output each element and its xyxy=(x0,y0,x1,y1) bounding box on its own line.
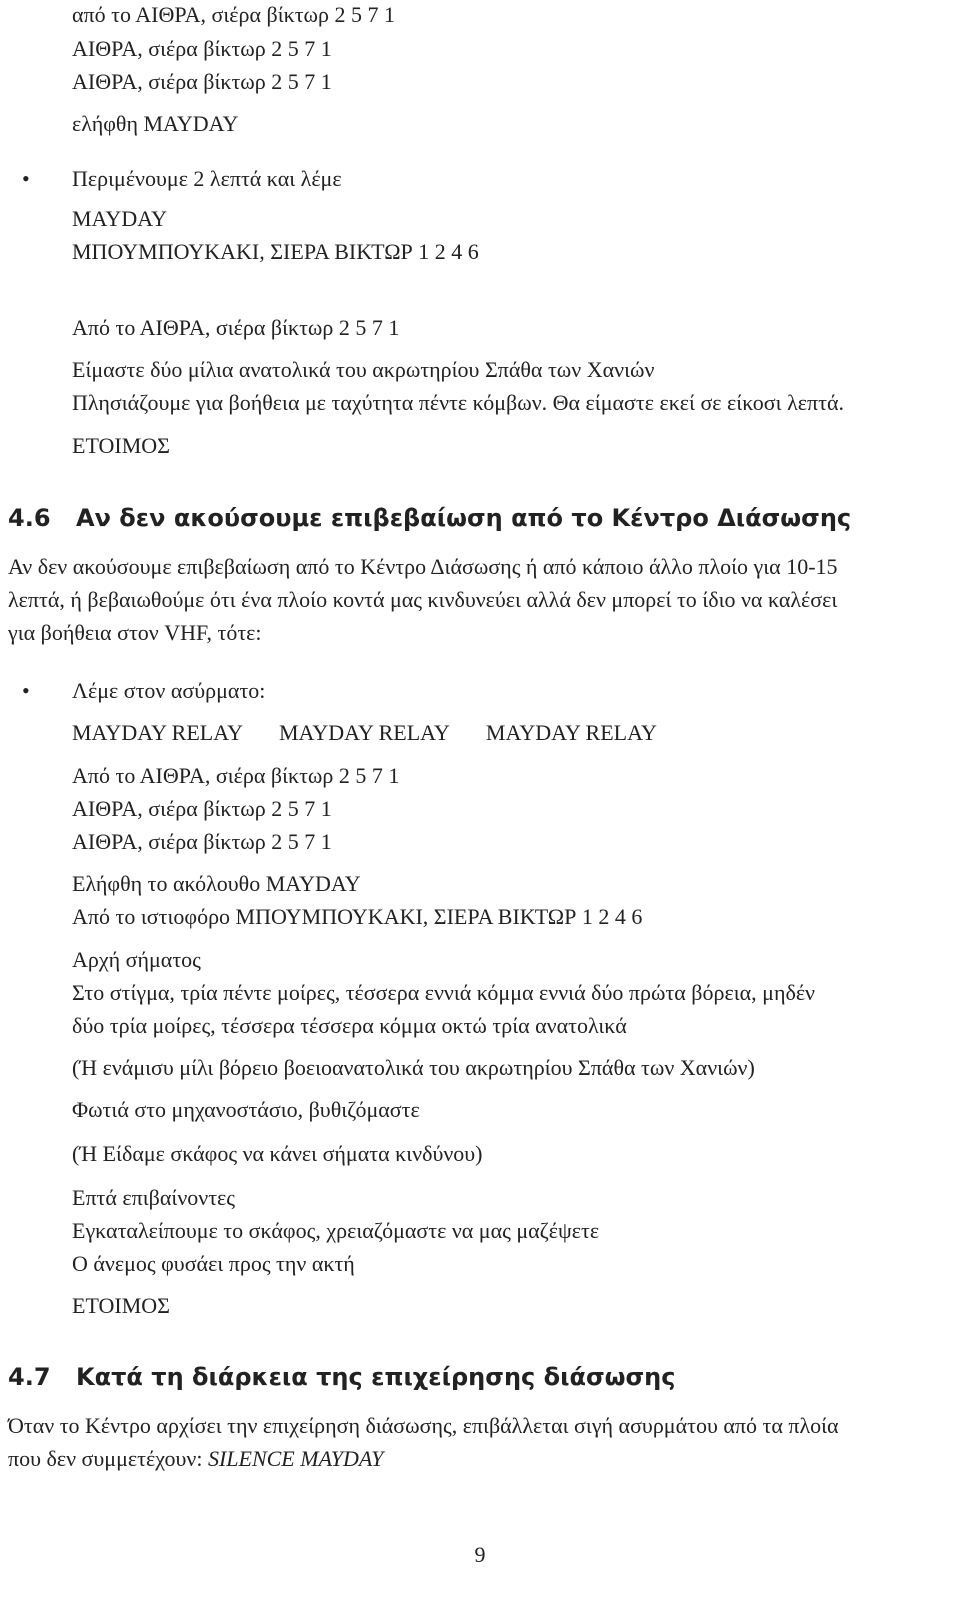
text-line: Αρχή σήματος xyxy=(72,947,201,972)
relay-call: MAYDAY RELAY xyxy=(485,720,657,745)
section-number: 4.7 xyxy=(8,1363,51,1391)
text-line: Από το ιστιοφόρο ΜΠΟΥΜΠΟΥΚΑΚΙ, ΣΙΕΡΑ ΒΙΚΤΩΡ 1 2 4 6 xyxy=(72,904,643,929)
relay-line xyxy=(72,720,693,746)
ready-word: ΕΤΟΙΜΟΣ xyxy=(72,1293,170,1318)
text-line: (Ή Είδαμε σκάφος να κάνει σήματα κινδύνου) xyxy=(72,1141,483,1166)
text-line: (Ή ενάμισυ μίλι βόρειο βοειοανατολικά του ακρωτηρίου Σπάθα των Χανιών) xyxy=(72,1055,755,1080)
vessel-id: ΜΠΟΥΜΠΟΥΚΑΚΙ, ΣΙΕΡΑ ΒΙΚΤΩΡ 1 2 4 6 xyxy=(72,239,479,264)
silence-mayday-code: SILENCE MAYDAY xyxy=(207,1446,384,1471)
text-line: ΑΙΘΡΑ, σιέρα βίκτωρ 2 5 7 1 xyxy=(72,69,332,94)
text-line: ΑΙΘΡΑ, σιέρα βίκτωρ 2 5 7 1 xyxy=(72,796,332,821)
section-heading-4-6 xyxy=(8,503,851,533)
mayday-call: MAYDAY xyxy=(72,206,167,231)
text-line: Πλησιάζουμε για βοήθεια με ταχύτητα πέντε κόμβων. Θα είμαστε εκεί σε είκοσι λεπτά. xyxy=(72,390,844,415)
bullet-item: Λέμε στον ασύρματο: xyxy=(72,678,266,703)
paragraph-line: λεπτά, ή βεβαιωθούμε ότι ένα πλοίο κοντά μας κινδυνεύει αλλά δεν μπορεί το ίδιο να καλέσει xyxy=(8,587,838,612)
text-line: Επτά επιβαίνοντες xyxy=(72,1185,236,1210)
text-line: Ο άνεμος φυσάει προς την ακτή xyxy=(72,1251,355,1276)
text-line: Ελήφθη το ακόλουθο MAYDAY xyxy=(72,871,361,896)
section-title: Κατά τη διάρκεια της επιχείρησης διάσωσης xyxy=(76,1363,676,1391)
text-line: Είμαστε δύο μίλια ανατολικά του ακρωτηρίου Σπάθα των Χανιών xyxy=(72,357,655,382)
paragraph-line xyxy=(8,1446,383,1472)
text-line: δύο τρία μοίρες, τέσσερα τέσσερα κόμμα οκτώ τρία ανατολικά xyxy=(72,1013,627,1038)
paragraph-line: Αν δεν ακούσουμε επιβεβαίωση από το Κέντρο Διάσωσης ή από κάποιο άλλο πλοίο για 10-15 xyxy=(8,554,838,579)
text-line: ελήφθη MAYDAY xyxy=(72,111,239,136)
paragraph-text: που δεν συμμετέχουν: xyxy=(8,1446,208,1471)
section-number: 4.6 xyxy=(8,504,51,532)
text-line: ΑΙΘΡΑ, σιέρα βίκτωρ 2 5 7 1 xyxy=(72,36,332,61)
text-line: ΑΙΘΡΑ, σιέρα βίκτωρ 2 5 7 1 xyxy=(72,829,332,854)
text-line: Φωτιά στο μηχανοστάσιο, βυθιζόμαστε xyxy=(72,1097,420,1122)
bullet-item: Περιμένουμε 2 λεπτά και λέμε xyxy=(72,166,342,191)
paragraph-line: Όταν το Κέντρο αρχίσει την επιχείρηση διάσωσης, επιβάλλεται σιγή ασυρμάτου από τα πλοία xyxy=(8,1413,839,1438)
bullet-icon: • xyxy=(22,166,30,191)
section-heading-4-7 xyxy=(8,1362,676,1392)
page-number: 9 xyxy=(474,1542,486,1567)
relay-call: MAYDAY RELAY xyxy=(278,720,450,745)
bullet-icon: • xyxy=(22,678,30,703)
relay-call: MAYDAY RELAY xyxy=(72,720,243,745)
ready-word: ΕΤΟΙΜΟΣ xyxy=(72,433,170,458)
text-line: Από το ΑΙΘΡΑ, σιέρα βίκτωρ 2 5 7 1 xyxy=(72,315,400,340)
section-title: Αν δεν ακούσουμε επιβεβαίωση από το Κέντρο Διάσωσης xyxy=(76,504,852,532)
text-line: Εγκαταλείπουμε το σκάφος, χρειαζόμαστε να μας μαζέψετε xyxy=(72,1218,600,1243)
text-line: από το ΑΙΘΡΑ, σιέρα βίκτωρ 2 5 7 1 xyxy=(72,2,396,27)
text-line: Στο στίγμα, τρία πέντε μοίρες, τέσσερα εννιά κόμμα εννιά δύο πρώτα βόρεια, μηδέν xyxy=(72,980,816,1005)
paragraph-line: για βοήθεια στον VHF, τότε: xyxy=(8,620,262,645)
text-line: Από το ΑΙΘΡΑ, σιέρα βίκτωρ 2 5 7 1 xyxy=(72,763,400,788)
